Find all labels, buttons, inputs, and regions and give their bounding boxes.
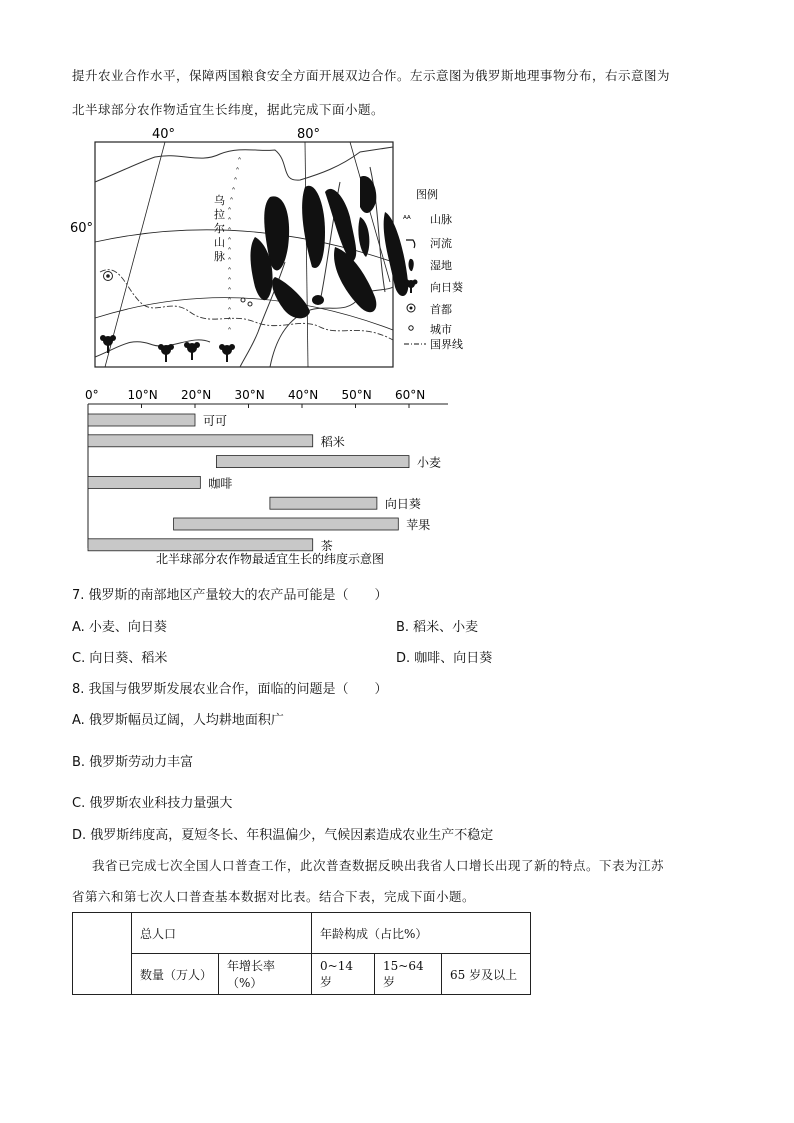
bar-label: 向日葵 — [384, 497, 421, 512]
bar-4 — [270, 497, 377, 509]
capital-icon — [407, 304, 415, 312]
sunflower-icon — [100, 335, 235, 362]
bar-label: 茶 — [320, 538, 333, 553]
intro-line-2: 北半球部分农作物适宜生长纬度，据此完成下面小题。 — [72, 102, 385, 117]
ural-mountains — [228, 156, 241, 334]
q8-option-c[interactable]: C. 俄罗斯农业科技力量强大 — [72, 796, 233, 811]
table-col-header: 数量（万人） — [132, 954, 219, 995]
q8-option-a[interactable]: A. 俄罗斯幅员辽阔，人均耕地面积广 — [72, 713, 284, 728]
bar-label: 可可 — [203, 414, 228, 428]
svg-text:ᴬ: ᴬ — [228, 266, 232, 274]
table-corner-cell — [73, 913, 132, 995]
x-tick-label: 50°N — [341, 388, 372, 402]
legend-label: 山脉 — [430, 213, 452, 226]
x-tick-label: 60°N — [395, 388, 426, 402]
meridian-40 — [105, 142, 165, 367]
city-icon — [409, 326, 413, 330]
mountain-label-3: 尔 — [214, 222, 225, 235]
table-group-total: 总人口 — [132, 913, 312, 954]
mountain-icon: ᴬᴬ — [403, 215, 411, 225]
q7-option-c[interactable]: C. 向日葵、稻米 — [72, 651, 168, 666]
x-tick-label: 40°N — [288, 388, 319, 402]
bar-5 — [174, 518, 399, 530]
intro2-line-1: 我省已完成七次全国人口普查工作，此次普查数据反映出我省人口增长出现了新的特点。下表为江苏 — [92, 858, 665, 873]
legend — [403, 213, 463, 351]
svg-text:ᴬ: ᴬ — [236, 166, 240, 174]
city-icon — [241, 298, 245, 302]
wetland-icon — [409, 259, 414, 271]
table-col-header: 0~14 岁 — [312, 954, 375, 995]
table-col-header: 65 岁及以上 — [442, 954, 531, 995]
x-tick-label: 20°N — [181, 388, 212, 402]
russia-map — [60, 122, 480, 372]
svg-text:ᴬ: ᴬ — [232, 186, 236, 194]
svg-text:ᴬ: ᴬ — [228, 306, 232, 314]
svg-text:ᴬ: ᴬ — [228, 206, 232, 214]
legend-title: 图例 — [416, 188, 438, 201]
legend-label: 城市 — [430, 323, 452, 336]
x-tick-label: 30°N — [234, 388, 265, 402]
city-icon — [248, 302, 252, 306]
table-col-header: 15~64 岁 — [375, 954, 442, 995]
q8-stem: 8. 我国与俄罗斯发展农业合作，面临的问题是（ ） — [72, 682, 388, 697]
intro-line-1: 提升农业合作水平，保障两国粮食安全方面开展双边合作。左示意图为俄罗斯地理事物分布，右示意图为 — [72, 68, 671, 83]
census-table — [72, 912, 531, 995]
capital-icon — [104, 272, 113, 281]
legend-label: 向日葵 — [430, 281, 463, 294]
bar-3 — [88, 476, 200, 488]
latitude-50 — [95, 298, 393, 330]
bar-2 — [216, 456, 409, 468]
q7-option-b[interactable]: B. 稻米、小麦 — [396, 620, 479, 635]
legend-label: 国界线 — [430, 338, 463, 351]
arctic-coastline — [95, 147, 393, 182]
q7-option-d[interactable]: D. 咖啡、向日葵 — [396, 651, 493, 666]
lon-label-40: 40° — [152, 127, 176, 142]
svg-text:ᴬ: ᴬ — [228, 326, 232, 334]
x-tick-label: 10°N — [127, 388, 158, 402]
q8-option-d[interactable]: D. 俄罗斯纬度高，夏短冬长、年积温偏少，气候因素造成农业生产不稳定 — [72, 828, 494, 843]
svg-text:ᴬ: ᴬ — [228, 296, 232, 304]
bar-0 — [88, 414, 195, 426]
lat-label-60: 60° — [70, 221, 94, 236]
latitude-chart — [70, 383, 470, 573]
mountain-label-2: 拉 — [214, 208, 225, 221]
table-col-header: 年增长率（%） — [219, 954, 312, 995]
meridian-80 — [305, 142, 308, 367]
q7-stem: 7. 俄罗斯的南部地区产量较大的农产品可能是（ ） — [72, 588, 388, 603]
legend-label: 湿地 — [430, 259, 452, 272]
bar-label: 苹果 — [406, 518, 431, 532]
mountain-label-4: 山 — [214, 236, 225, 249]
bar-label: 咖啡 — [208, 476, 233, 491]
mountain-label-1: 乌 — [214, 194, 225, 207]
legend-label: 河流 — [430, 237, 452, 250]
svg-text:ᴬ: ᴬ — [228, 276, 232, 284]
svg-text:ᴬ: ᴬ — [228, 246, 232, 254]
svg-text:ᴬ: ᴬ — [238, 156, 242, 164]
svg-text:ᴬ: ᴬ — [228, 316, 232, 324]
svg-text:ᴬ: ᴬ — [230, 196, 234, 204]
mountain-label-5: 脉 — [214, 250, 225, 263]
x-tick-label: 0° — [85, 388, 99, 402]
chart-title: 北半球部分农作物最适宜生长的纬度示意图 — [155, 552, 385, 566]
svg-text:ᴬ: ᴬ — [228, 216, 232, 224]
svg-text:ᴬ: ᴬ — [228, 236, 232, 244]
table-group-age: 年龄构成（占比%） — [312, 913, 531, 954]
svg-text:ᴬ: ᴬ — [234, 176, 238, 184]
bar-label: 小麦 — [417, 455, 442, 470]
svg-text:ᴬ: ᴬ — [228, 226, 232, 234]
svg-text:ᴬ: ᴬ — [228, 286, 232, 294]
intro2-line-2: 省第六和第七次人口普查基本数据对比表。结合下表，完成下面小题。 — [72, 889, 476, 904]
svg-text:ᴬ: ᴬ — [228, 256, 232, 264]
legend-label: 首都 — [430, 303, 452, 316]
meridian-east — [350, 142, 390, 282]
lon-label-80: 80° — [297, 127, 321, 142]
bar-6 — [88, 539, 313, 551]
river-icon — [406, 240, 415, 248]
bar-1 — [88, 435, 313, 447]
q8-option-b[interactable]: B. 俄罗斯劳动力丰富 — [72, 755, 194, 770]
q7-option-a[interactable]: A. 小麦、向日葵 — [72, 620, 167, 635]
bar-label: 稻米 — [320, 434, 345, 449]
